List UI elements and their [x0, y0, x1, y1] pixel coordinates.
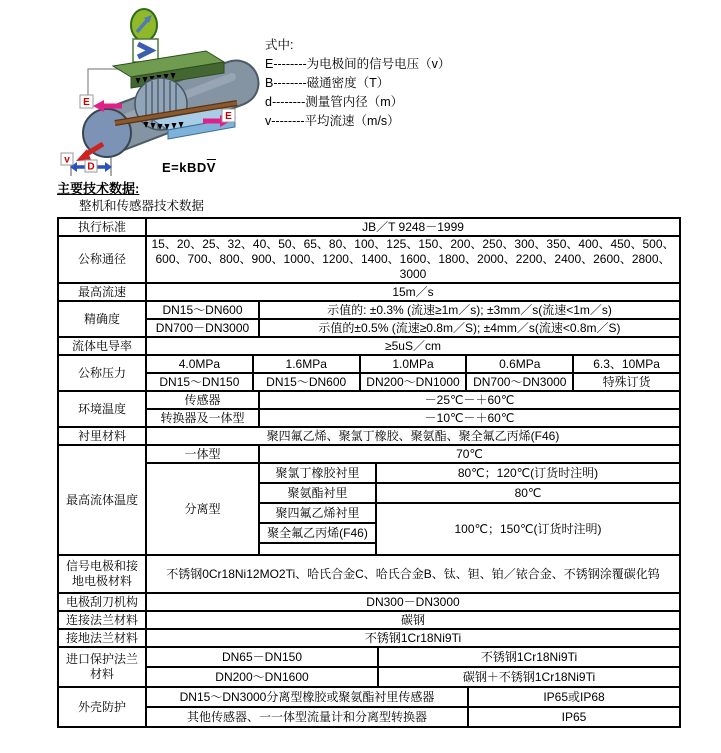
flange-range: DN65－DN150	[146, 647, 378, 667]
spec-value: 不锈钢1Cr18Ni9Ti	[146, 629, 680, 647]
flange-value: 碳钢＋不锈钢1Cr18Ni9Ti	[378, 667, 680, 687]
spec-label: 执行标准	[58, 218, 146, 236]
label-e-right: E	[225, 111, 232, 122]
legend-item-b: B--------磁通密度（T）	[265, 76, 390, 90]
spec-value: 碳钢	[146, 611, 680, 629]
spec-value: 15、20、25、32、40、50、65、80、100、125、150、200、250、300、350、400、450、500、600、700、800、900、1000、1200、1400、1600、1800、2000、2200、2400、2600、2800、3000	[146, 236, 680, 283]
pressure-range: DN700～DN3000	[466, 373, 573, 391]
spec-value: JB／T 9248－1999	[146, 218, 680, 236]
spec-table	[57, 217, 681, 728]
accuracy-value: 示值的±0.5% (流速≥0.8m／S); ±4mm／s(流速<0.8m／S)	[259, 319, 680, 337]
table-inlet-flange	[57, 646, 681, 688]
flange-value: 不锈钢1Cr18Ni9Ti	[378, 647, 680, 667]
lining-cell: 聚四氟乙烯衬里	[259, 503, 376, 523]
section-subtitle: 整机和传感器技术数据	[79, 199, 205, 213]
ambient-value: －25℃－＋60℃	[259, 391, 680, 409]
label-d: D	[87, 161, 95, 173]
spec-label: 接地法兰材料	[58, 629, 146, 647]
legend-item-e: E--------为电极间的信号电压（v）	[265, 57, 451, 71]
flow-equation: $E=kBD\overline{V}$	[162, 160, 216, 175]
spec-label: 电极刮刀机构	[58, 593, 146, 611]
spec-value: 15m／s	[146, 283, 680, 301]
table-materials	[57, 554, 681, 648]
legend-intro: 式中:	[265, 38, 294, 52]
spec-value: 不锈钢0Cr18Ni12MO2Ti、哈氏合金C、哈氏合金B、钛、钽、铂／铱合金、不锈钢涂覆碳化钨	[146, 555, 680, 593]
pressure-range: DN15～DN150	[146, 373, 253, 391]
spec-label: 精确度	[58, 301, 146, 337]
spec-value: ≥5uS／cm	[146, 337, 680, 355]
section-title: 主要技术数据:	[57, 181, 140, 196]
temp-value: 80℃；120℃(订货时注明)	[376, 463, 680, 483]
flowmeter-diagram-canvas	[58, 4, 268, 180]
spec-label: 环境温度	[58, 391, 146, 427]
table-enclosure	[57, 686, 681, 728]
spec-label: 公称通径	[58, 236, 146, 283]
spec-label: 连接法兰材料	[58, 611, 146, 629]
lining-cell: 聚全氟乙丙烯(F46)	[259, 523, 376, 543]
spec-label: 最高流体温度	[58, 445, 146, 555]
pressure-value: 6.3、10MPa	[573, 355, 680, 373]
table-lining	[57, 426, 681, 446]
temp-value: 100℃；150℃(订货时注明)	[376, 503, 680, 555]
spec-label: 外壳防护	[58, 687, 146, 727]
spec-value: DN300－DN3000	[146, 593, 680, 611]
accuracy-range: DN700－DN3000	[146, 319, 259, 337]
pressure-value: 4.0MPa	[146, 355, 253, 373]
type-cell: 分离型	[146, 463, 259, 555]
accuracy-value: 示值的: ±0.3% (流速≥1m／s); ±3mm／s(流速<1m／s)	[259, 301, 680, 319]
type-cell: 一体型	[146, 445, 259, 463]
pressure-value: 0.6MPa	[466, 355, 573, 373]
pressure-value: 1.6MPa	[253, 355, 360, 373]
pressure-range: DN200～DN1000	[360, 373, 467, 391]
pressure-range: DN15～DN600	[253, 373, 360, 391]
gauge-icon	[131, 9, 157, 41]
spec-label: 衬里材料	[58, 427, 146, 445]
spec-label: 信号电极和接地电极材料	[58, 555, 146, 593]
enclosure-item: DN15～DN3000分离型橡胶或聚氨酯衬里传感器	[146, 687, 468, 707]
table-conductivity	[57, 336, 681, 356]
accuracy-range: DN15～DN600	[146, 301, 259, 319]
table-general	[57, 217, 681, 302]
label-v: v	[64, 154, 70, 166]
spec-label: 公称压力	[58, 355, 146, 391]
table-max-fluid-temp	[57, 444, 681, 556]
lining-cell: 聚氨酯衬里	[259, 483, 376, 503]
enclosure-value: IP65或IP68	[468, 687, 680, 707]
enclosure-item: 其他传感器、一一体型流量计和分离型转换器	[146, 707, 468, 727]
legend-item-d: d--------测量管内径（m）	[265, 95, 404, 109]
spec-label: 流体电导率	[58, 337, 146, 355]
table-accuracy	[57, 300, 681, 338]
ambient-item: 传感器	[146, 391, 259, 409]
legend-item-v: v--------平均流速（m/s）	[265, 114, 400, 128]
ambient-item: 转换器及一体型	[146, 409, 259, 427]
pressure-value: 1.0MPa	[360, 355, 467, 373]
spec-value: 聚四氟乙烯、聚氯丁橡胶、聚氨酯、聚全氟乙丙烯(F46)	[146, 427, 680, 445]
temp-value: 80℃	[376, 483, 680, 503]
enclosure-value: IP65	[468, 707, 680, 727]
temp-value: 70℃	[259, 445, 680, 463]
flowmeter-principle-diagram	[58, 4, 268, 180]
pressure-range: 特殊订货	[573, 373, 680, 391]
spec-label: 进口保护法兰材料	[58, 647, 146, 687]
ambient-value: －10℃－＋60℃	[259, 409, 680, 427]
formula-legend	[265, 36, 450, 131]
table-ambient	[57, 390, 681, 428]
label-e-left: E	[83, 97, 90, 108]
spec-label: 最高流速	[58, 283, 146, 301]
flange-range: DN200～DN1600	[146, 667, 378, 687]
table-pressure	[57, 354, 681, 392]
lining-cell: 聚氯丁橡胶衬里	[259, 463, 376, 483]
